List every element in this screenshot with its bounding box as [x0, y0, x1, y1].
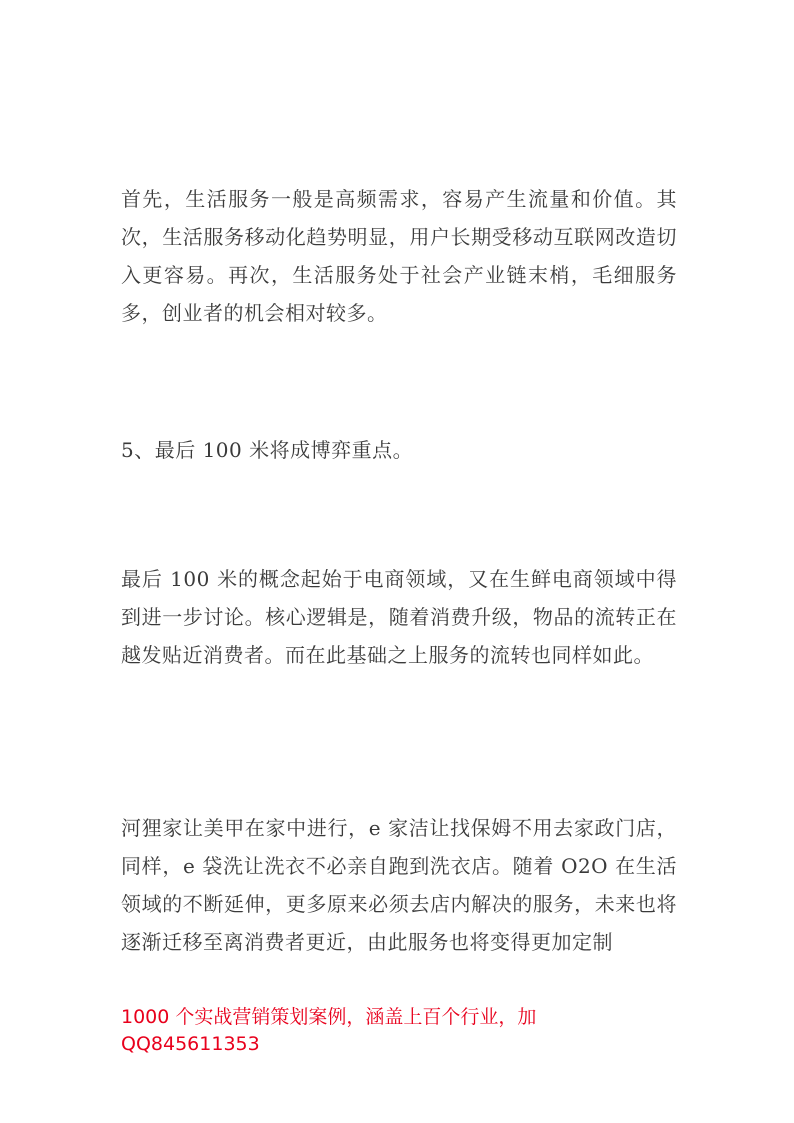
paragraph-life-services: 首先，生活服务一般是高频需求，容易产生流量和价值。其次，生活服务移动化趋势明显，用户长期受移动互联网改造切入更容易。再次，生活服务处于社会产业链末梢，毛细服务多，创业者的机会相对较多。 — [121, 187, 677, 325]
promo-footer — [121, 1004, 681, 1058]
paragraph-last-100m-concept: 最后 100 米的概念起始于电商领域，又在生鲜电商领域中得到进一步讨论。核心逻辑是，随着消费升级，物品的流转正在越发贴近消费者。而在此基础之上服务的流转也同样如此。 — [121, 567, 677, 667]
paragraph-o2o-examples: 河狸家让美甲在家中进行，e 家洁让找保姆不用去家政门店，同样，e 袋洗让洗衣不必亲自跑到洗衣店。随着 O2O 在生活领域的不断延伸，更多原来必须去店内解决的服务，未来也将逐渐迁移至离消费者更近，由此服务也将变得更加定制 — [121, 816, 677, 954]
promo-line-2: QQ845611353 — [121, 1033, 260, 1055]
promo-line-1: 1000 个实战营销策划案例，涵盖上百个行业，加 — [121, 1006, 537, 1028]
section-heading-last-100m: 5、最后 100 米将成博弈重点。 — [121, 438, 414, 462]
